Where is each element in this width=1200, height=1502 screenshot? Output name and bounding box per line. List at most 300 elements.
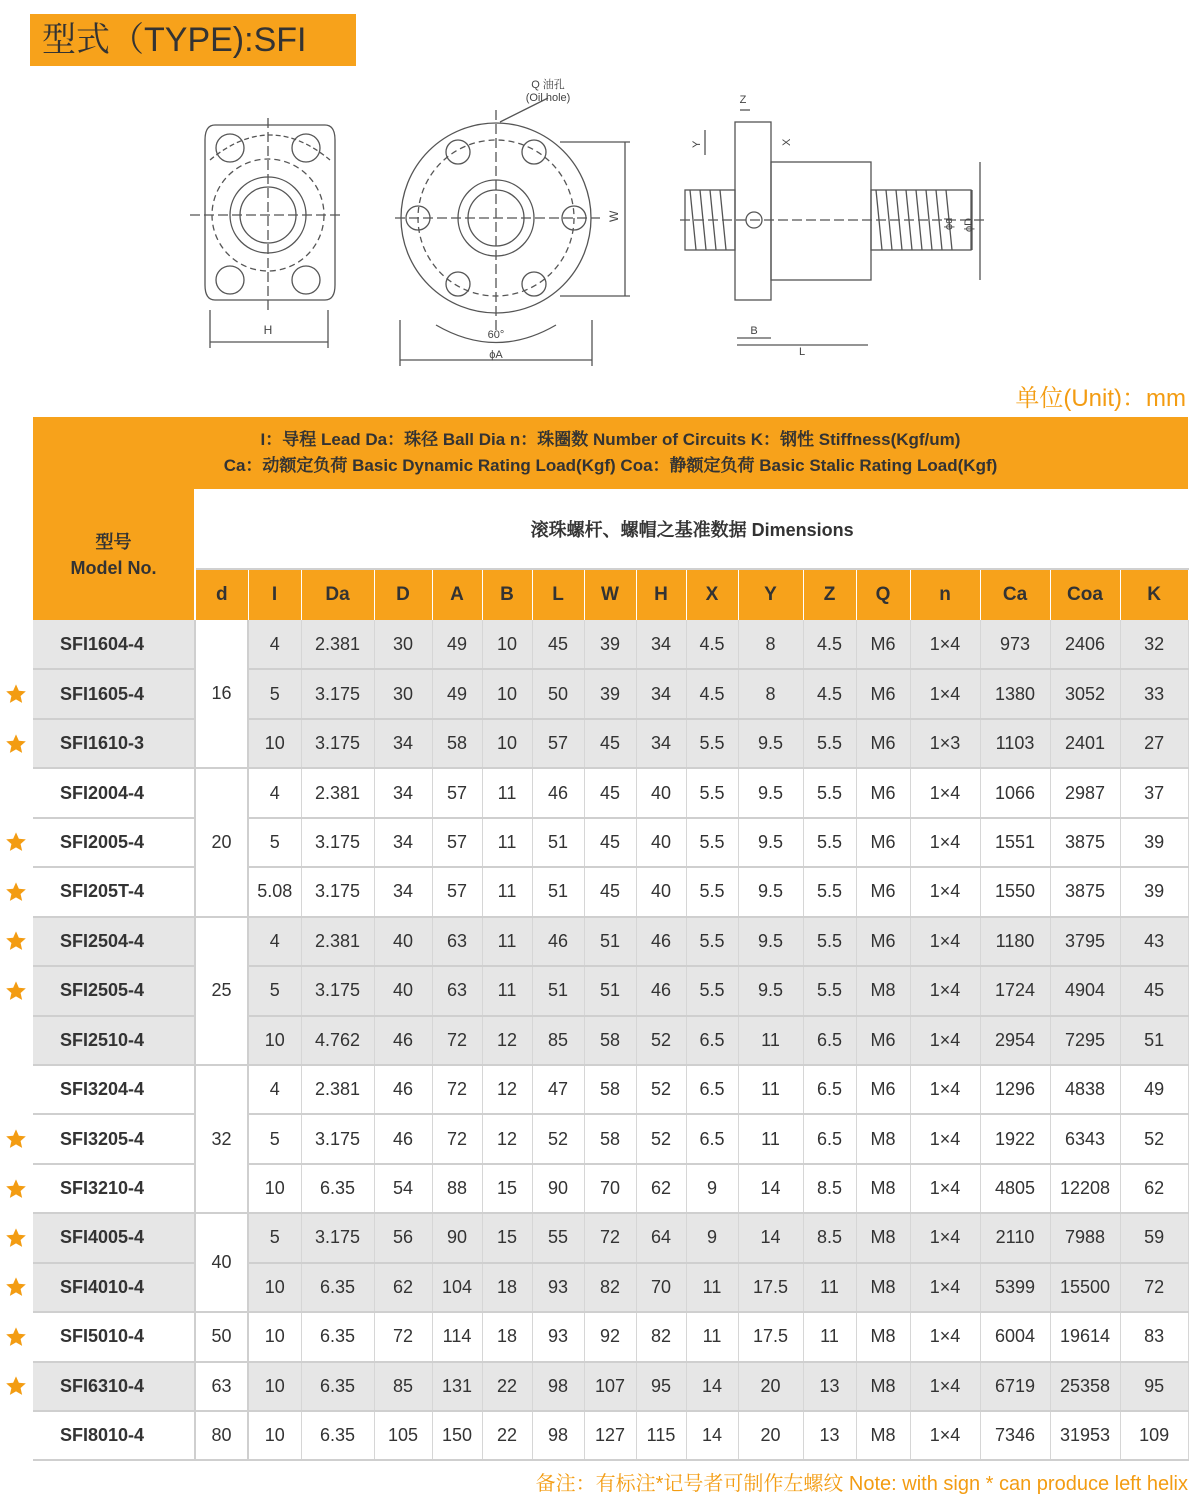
value-cell-ca: 6004 xyxy=(980,1312,1050,1361)
column-header-h: H xyxy=(636,569,686,620)
model-cell: SFI4005-4 xyxy=(33,1213,195,1262)
value-cell-a: 63 xyxy=(432,917,482,966)
value-cell-q: M8 xyxy=(856,1411,910,1460)
value-cell-d: 40 xyxy=(374,917,432,966)
model-cell: SFI1610-3 xyxy=(33,719,195,768)
value-cell-x: 11 xyxy=(686,1312,738,1361)
value-cell-y: 20 xyxy=(738,1411,803,1460)
value-cell-n: 1×4 xyxy=(910,1164,980,1213)
value-cell-x: 11 xyxy=(686,1263,738,1312)
value-cell-a: 57 xyxy=(432,768,482,817)
value-cell-d: 62 xyxy=(374,1263,432,1312)
value-cell-coa: 3052 xyxy=(1050,669,1120,718)
d-cell: 16 xyxy=(195,620,248,768)
value-cell-a: 49 xyxy=(432,669,482,718)
value-cell-l: 85 xyxy=(532,1016,584,1065)
value-cell-i: 10 xyxy=(248,1016,301,1065)
value-cell-n: 1×4 xyxy=(910,669,980,718)
value-cell-z: 13 xyxy=(803,1411,856,1460)
legend-line-2: Ca：动额定负荷 Basic Dynamic Rating Load(Kgf) Coa：静额定负荷 Basic Stalic Rating Load(Kgf) xyxy=(223,456,998,475)
value-cell-da: 3.175 xyxy=(301,719,374,768)
value-cell-d: 34 xyxy=(374,768,432,817)
value-cell-y: 9.5 xyxy=(738,768,803,817)
table-row xyxy=(33,1411,1188,1460)
value-cell-n: 1×4 xyxy=(910,620,980,669)
value-cell-x: 14 xyxy=(686,1411,738,1460)
value-cell-y: 14 xyxy=(738,1164,803,1213)
value-cell-a: 58 xyxy=(432,719,482,768)
model-cell: SFI1605-4 xyxy=(33,669,195,718)
column-header-y: Y xyxy=(738,569,803,620)
d-cell: 32 xyxy=(195,1065,248,1213)
star-icon xyxy=(5,831,27,853)
value-cell-coa: 2401 xyxy=(1050,719,1120,768)
model-cell: SFI2004-4 xyxy=(33,768,195,817)
value-cell-k: 27 xyxy=(1120,719,1188,768)
model-cell: SFI205T-4 xyxy=(33,867,195,916)
value-cell-i: 4 xyxy=(248,1065,301,1114)
column-header-k: K xyxy=(1120,569,1188,620)
value-cell-k: 32 xyxy=(1120,620,1188,669)
value-cell-l: 46 xyxy=(532,768,584,817)
value-cell-n: 1×4 xyxy=(910,867,980,916)
value-cell-k: 45 xyxy=(1120,966,1188,1015)
star-icon xyxy=(5,980,27,1002)
column-header-i: I xyxy=(248,569,301,620)
value-cell-ca: 2954 xyxy=(980,1016,1050,1065)
value-cell-b: 12 xyxy=(482,1065,532,1114)
value-cell-w: 51 xyxy=(584,917,636,966)
value-cell-coa: 2406 xyxy=(1050,620,1120,669)
value-cell-w: 92 xyxy=(584,1312,636,1361)
value-cell-d: 46 xyxy=(374,1065,432,1114)
value-cell-h: 64 xyxy=(636,1213,686,1262)
model-header xyxy=(33,489,195,620)
value-cell-n: 1×4 xyxy=(910,966,980,1015)
value-cell-ca: 1066 xyxy=(980,768,1050,817)
unit-label: 单位(Unit)：mm xyxy=(1015,385,1186,412)
star-icon xyxy=(5,1227,27,1249)
value-cell-coa: 3875 xyxy=(1050,867,1120,916)
value-cell-k: 43 xyxy=(1120,917,1188,966)
value-cell-x: 5.5 xyxy=(686,867,738,916)
value-cell-d: 30 xyxy=(374,620,432,669)
value-cell-coa: 6343 xyxy=(1050,1114,1120,1163)
value-cell-da: 6.35 xyxy=(301,1263,374,1312)
value-cell-d: 54 xyxy=(374,1164,432,1213)
star-icon xyxy=(5,1178,27,1200)
value-cell-coa: 19614 xyxy=(1050,1312,1120,1361)
value-cell-l: 93 xyxy=(532,1312,584,1361)
technical-drawings xyxy=(0,70,1200,380)
value-cell-k: 39 xyxy=(1120,867,1188,916)
value-cell-i: 10 xyxy=(248,1164,301,1213)
value-cell-k: 49 xyxy=(1120,1065,1188,1114)
value-cell-h: 46 xyxy=(636,966,686,1015)
column-header-d: D xyxy=(374,569,432,620)
value-cell-n: 1×4 xyxy=(910,1362,980,1411)
value-cell-q: M6 xyxy=(856,719,910,768)
value-cell-n: 1×4 xyxy=(910,917,980,966)
dim-label-l: L xyxy=(798,346,806,358)
dimensions-header: 滚珠螺杆、螺帽之基准数据 Dimensions xyxy=(195,489,1188,569)
value-cell-n: 1×4 xyxy=(910,1213,980,1262)
star-icon xyxy=(5,1128,27,1150)
value-cell-w: 45 xyxy=(584,768,636,817)
value-cell-k: 52 xyxy=(1120,1114,1188,1163)
d-cell: 40 xyxy=(195,1213,248,1312)
value-cell-y: 9.5 xyxy=(738,867,803,916)
column-header-a: A xyxy=(432,569,482,620)
value-cell-ca: 1550 xyxy=(980,867,1050,916)
value-cell-l: 93 xyxy=(532,1263,584,1312)
value-cell-da: 6.35 xyxy=(301,1312,374,1361)
value-cell-q: M6 xyxy=(856,768,910,817)
value-cell-k: 33 xyxy=(1120,669,1188,718)
value-cell-ca: 4805 xyxy=(980,1164,1050,1213)
value-cell-l: 98 xyxy=(532,1362,584,1411)
value-cell-y: 20 xyxy=(738,1362,803,1411)
model-cell: SFI3210-4 xyxy=(33,1164,195,1213)
value-cell-l: 45 xyxy=(532,620,584,669)
value-cell-i: 5 xyxy=(248,669,301,718)
value-cell-h: 34 xyxy=(636,719,686,768)
value-cell-da: 3.175 xyxy=(301,966,374,1015)
column-header-q: Q xyxy=(856,569,910,620)
value-cell-b: 11 xyxy=(482,867,532,916)
column-header-n: n xyxy=(910,569,980,620)
model-header-cn: 型号 xyxy=(95,531,132,552)
value-cell-i: 10 xyxy=(248,1411,301,1460)
value-cell-x: 5.5 xyxy=(686,719,738,768)
table-row xyxy=(33,917,1188,966)
value-cell-l: 57 xyxy=(532,719,584,768)
value-cell-a: 104 xyxy=(432,1263,482,1312)
value-cell-i: 10 xyxy=(248,1312,301,1361)
value-cell-coa: 3795 xyxy=(1050,917,1120,966)
value-cell-da: 2.381 xyxy=(301,620,374,669)
value-cell-w: 39 xyxy=(584,669,636,718)
page-title: 型式（TYPE):SFI xyxy=(30,14,356,66)
value-cell-a: 49 xyxy=(432,620,482,669)
model-cell: SFI8010-4 xyxy=(33,1411,195,1460)
value-cell-ca: 2110 xyxy=(980,1213,1050,1262)
d-cell: 50 xyxy=(195,1312,248,1361)
value-cell-l: 50 xyxy=(532,669,584,718)
value-cell-l: 46 xyxy=(532,917,584,966)
value-cell-y: 17.5 xyxy=(738,1312,803,1361)
star-icon xyxy=(5,1326,27,1348)
value-cell-x: 5.5 xyxy=(686,917,738,966)
model-header-en: Model No. xyxy=(70,557,157,578)
value-cell-b: 12 xyxy=(482,1114,532,1163)
value-cell-x: 4.5 xyxy=(686,669,738,718)
value-cell-w: 107 xyxy=(584,1362,636,1411)
model-cell: SFI1604-4 xyxy=(33,620,195,669)
value-cell-z: 11 xyxy=(803,1312,856,1361)
value-cell-l: 51 xyxy=(532,818,584,867)
table-row xyxy=(33,1213,1188,1262)
value-cell-z: 6.5 xyxy=(803,1114,856,1163)
flange-view-drawing xyxy=(395,98,630,366)
value-cell-w: 58 xyxy=(584,1016,636,1065)
value-cell-da: 2.381 xyxy=(301,1065,374,1114)
value-cell-x: 4.5 xyxy=(686,620,738,669)
table-row xyxy=(33,1312,1188,1361)
value-cell-q: M8 xyxy=(856,966,910,1015)
value-cell-b: 11 xyxy=(482,917,532,966)
value-cell-i: 5 xyxy=(248,966,301,1015)
value-cell-l: 52 xyxy=(532,1114,584,1163)
value-cell-da: 6.35 xyxy=(301,1164,374,1213)
value-cell-n: 1×4 xyxy=(910,1016,980,1065)
value-cell-coa: 4904 xyxy=(1050,966,1120,1015)
spec-table xyxy=(33,489,1189,1461)
column-header-b: B xyxy=(482,569,532,620)
dim-label-b: B xyxy=(750,325,758,337)
value-cell-y: 17.5 xyxy=(738,1263,803,1312)
column-header-w: W xyxy=(584,569,636,620)
value-cell-b: 10 xyxy=(482,719,532,768)
value-cell-z: 13 xyxy=(803,1362,856,1411)
value-cell-a: 88 xyxy=(432,1164,482,1213)
value-cell-b: 11 xyxy=(482,818,532,867)
value-cell-x: 5.5 xyxy=(686,818,738,867)
value-cell-b: 10 xyxy=(482,620,532,669)
column-header-da: Da xyxy=(301,569,374,620)
value-cell-ca: 1180 xyxy=(980,917,1050,966)
value-cell-l: 98 xyxy=(532,1411,584,1460)
dim-label-h: H xyxy=(263,323,273,337)
model-cell: SFI6310-4 xyxy=(33,1362,195,1411)
value-cell-l: 47 xyxy=(532,1065,584,1114)
value-cell-ca: 1724 xyxy=(980,966,1050,1015)
value-cell-coa: 15500 xyxy=(1050,1263,1120,1312)
value-cell-da: 3.175 xyxy=(301,1114,374,1163)
star-icon xyxy=(5,881,27,903)
value-cell-x: 14 xyxy=(686,1362,738,1411)
value-cell-i: 5 xyxy=(248,818,301,867)
value-cell-y: 8 xyxy=(738,669,803,718)
value-cell-q: M6 xyxy=(856,867,910,916)
value-cell-a: 90 xyxy=(432,1213,482,1262)
value-cell-z: 8.5 xyxy=(803,1213,856,1262)
value-cell-w: 39 xyxy=(584,620,636,669)
value-cell-ca: 973 xyxy=(980,620,1050,669)
dim-label-w: W xyxy=(607,210,621,222)
value-cell-k: 51 xyxy=(1120,1016,1188,1065)
value-cell-i: 4 xyxy=(248,620,301,669)
value-cell-a: 57 xyxy=(432,818,482,867)
value-cell-l: 90 xyxy=(532,1164,584,1213)
value-cell-x: 9 xyxy=(686,1164,738,1213)
value-cell-y: 14 xyxy=(738,1213,803,1262)
value-cell-z: 11 xyxy=(803,1263,856,1312)
value-cell-i: 10 xyxy=(248,1362,301,1411)
value-cell-z: 4.5 xyxy=(803,620,856,669)
value-cell-x: 6.5 xyxy=(686,1114,738,1163)
value-cell-w: 58 xyxy=(584,1114,636,1163)
value-cell-q: M8 xyxy=(856,1213,910,1262)
d-cell: 63 xyxy=(195,1362,248,1411)
value-cell-h: 115 xyxy=(636,1411,686,1460)
dim-label-phid: ϕd xyxy=(943,217,955,230)
value-cell-coa: 12208 xyxy=(1050,1164,1120,1213)
model-cell: SFI4010-4 xyxy=(33,1263,195,1312)
column-header-x: X xyxy=(686,569,738,620)
side-view-drawing xyxy=(680,110,985,345)
value-cell-y: 8 xyxy=(738,620,803,669)
value-cell-q: M6 xyxy=(856,818,910,867)
value-cell-y: 9.5 xyxy=(738,966,803,1015)
value-cell-k: 83 xyxy=(1120,1312,1188,1361)
value-cell-h: 40 xyxy=(636,867,686,916)
value-cell-n: 1×4 xyxy=(910,818,980,867)
value-cell-w: 51 xyxy=(584,966,636,1015)
value-cell-i: 5.08 xyxy=(248,867,301,916)
value-cell-n: 1×3 xyxy=(910,719,980,768)
value-cell-l: 51 xyxy=(532,966,584,1015)
value-cell-w: 127 xyxy=(584,1411,636,1460)
value-cell-da: 6.35 xyxy=(301,1411,374,1460)
value-cell-i: 5 xyxy=(248,1114,301,1163)
model-cell: SFI2504-4 xyxy=(33,917,195,966)
value-cell-ca: 1380 xyxy=(980,669,1050,718)
table-row xyxy=(33,768,1188,817)
value-cell-ca: 5399 xyxy=(980,1263,1050,1312)
dim-label-z: Z xyxy=(739,94,747,106)
value-cell-y: 9.5 xyxy=(738,917,803,966)
value-cell-w: 45 xyxy=(584,867,636,916)
table-row xyxy=(33,1065,1188,1114)
value-cell-k: 59 xyxy=(1120,1213,1188,1262)
value-cell-b: 12 xyxy=(482,1016,532,1065)
star-icon xyxy=(5,930,27,952)
value-cell-n: 1×4 xyxy=(910,1411,980,1460)
dim-label-phia: ϕA xyxy=(489,349,503,361)
model-cell: SFI2505-4 xyxy=(33,966,195,1015)
value-cell-da: 4.762 xyxy=(301,1016,374,1065)
dim-label-y: Y xyxy=(691,140,703,148)
value-cell-z: 8.5 xyxy=(803,1164,856,1213)
value-cell-n: 1×4 xyxy=(910,1065,980,1114)
value-cell-q: M8 xyxy=(856,1312,910,1361)
value-cell-n: 1×4 xyxy=(910,1114,980,1163)
value-cell-a: 72 xyxy=(432,1114,482,1163)
value-cell-h: 52 xyxy=(636,1065,686,1114)
value-cell-l: 51 xyxy=(532,867,584,916)
value-cell-a: 131 xyxy=(432,1362,482,1411)
value-cell-b: 22 xyxy=(482,1362,532,1411)
star-icon xyxy=(5,733,27,755)
value-cell-w: 58 xyxy=(584,1065,636,1114)
model-cell: SFI2005-4 xyxy=(33,818,195,867)
value-cell-z: 6.5 xyxy=(803,1065,856,1114)
value-cell-d: 40 xyxy=(374,966,432,1015)
value-cell-h: 34 xyxy=(636,620,686,669)
value-cell-d: 34 xyxy=(374,719,432,768)
value-cell-b: 15 xyxy=(482,1213,532,1262)
value-cell-w: 72 xyxy=(584,1213,636,1262)
value-cell-d: 72 xyxy=(374,1312,432,1361)
value-cell-a: 72 xyxy=(432,1065,482,1114)
value-cell-ca: 1922 xyxy=(980,1114,1050,1163)
star-icon xyxy=(5,683,27,705)
model-cell: SFI3204-4 xyxy=(33,1065,195,1114)
value-cell-h: 95 xyxy=(636,1362,686,1411)
value-cell-h: 62 xyxy=(636,1164,686,1213)
value-cell-b: 18 xyxy=(482,1312,532,1361)
angle-label: 60° xyxy=(487,329,505,341)
value-cell-ca: 1103 xyxy=(980,719,1050,768)
column-header-d: d xyxy=(195,569,248,620)
value-cell-h: 52 xyxy=(636,1114,686,1163)
value-cell-z: 5.5 xyxy=(803,768,856,817)
value-cell-coa: 2987 xyxy=(1050,768,1120,817)
value-cell-h: 70 xyxy=(636,1263,686,1312)
star-icon xyxy=(5,1375,27,1397)
value-cell-q: M6 xyxy=(856,620,910,669)
value-cell-b: 15 xyxy=(482,1164,532,1213)
value-cell-coa: 31953 xyxy=(1050,1411,1120,1460)
value-cell-q: M6 xyxy=(856,917,910,966)
model-cell: SFI3205-4 xyxy=(33,1114,195,1163)
value-cell-q: M6 xyxy=(856,1016,910,1065)
footnote: 备注：有标注*记号者可制作左螺纹 Note: with sign * can produce left helix xyxy=(535,1473,1188,1495)
value-cell-a: 72 xyxy=(432,1016,482,1065)
front-view-drawing xyxy=(190,118,340,348)
value-cell-da: 3.175 xyxy=(301,818,374,867)
value-cell-y: 11 xyxy=(738,1016,803,1065)
d-cell: 20 xyxy=(195,768,248,916)
value-cell-k: 72 xyxy=(1120,1263,1188,1312)
value-cell-k: 62 xyxy=(1120,1164,1188,1213)
value-cell-h: 82 xyxy=(636,1312,686,1361)
value-cell-a: 114 xyxy=(432,1312,482,1361)
value-cell-d: 34 xyxy=(374,818,432,867)
value-cell-d: 34 xyxy=(374,867,432,916)
d-cell: 80 xyxy=(195,1411,248,1460)
column-header-z: Z xyxy=(803,569,856,620)
value-cell-ca: 6719 xyxy=(980,1362,1050,1411)
value-cell-b: 11 xyxy=(482,966,532,1015)
value-cell-k: 37 xyxy=(1120,768,1188,817)
dim-label-phid-outer: ϕD xyxy=(963,217,975,232)
value-cell-l: 55 xyxy=(532,1213,584,1262)
value-cell-coa: 7988 xyxy=(1050,1213,1120,1262)
value-cell-da: 2.381 xyxy=(301,917,374,966)
value-cell-i: 10 xyxy=(248,1263,301,1312)
value-cell-d: 46 xyxy=(374,1114,432,1163)
value-cell-z: 5.5 xyxy=(803,966,856,1015)
value-cell-z: 5.5 xyxy=(803,818,856,867)
value-cell-d: 105 xyxy=(374,1411,432,1460)
value-cell-x: 5.5 xyxy=(686,768,738,817)
value-cell-q: M6 xyxy=(856,1065,910,1114)
value-cell-z: 4.5 xyxy=(803,669,856,718)
value-cell-x: 9 xyxy=(686,1213,738,1262)
value-cell-coa: 25358 xyxy=(1050,1362,1120,1411)
value-cell-da: 3.175 xyxy=(301,669,374,718)
value-cell-da: 3.175 xyxy=(301,1213,374,1262)
value-cell-ca: 1551 xyxy=(980,818,1050,867)
value-cell-y: 11 xyxy=(738,1114,803,1163)
table-row xyxy=(33,1362,1188,1411)
oil-hole-label-cn: Q 油孔 xyxy=(531,79,565,91)
value-cell-w: 82 xyxy=(584,1263,636,1312)
value-cell-h: 46 xyxy=(636,917,686,966)
table-row xyxy=(33,620,1188,669)
